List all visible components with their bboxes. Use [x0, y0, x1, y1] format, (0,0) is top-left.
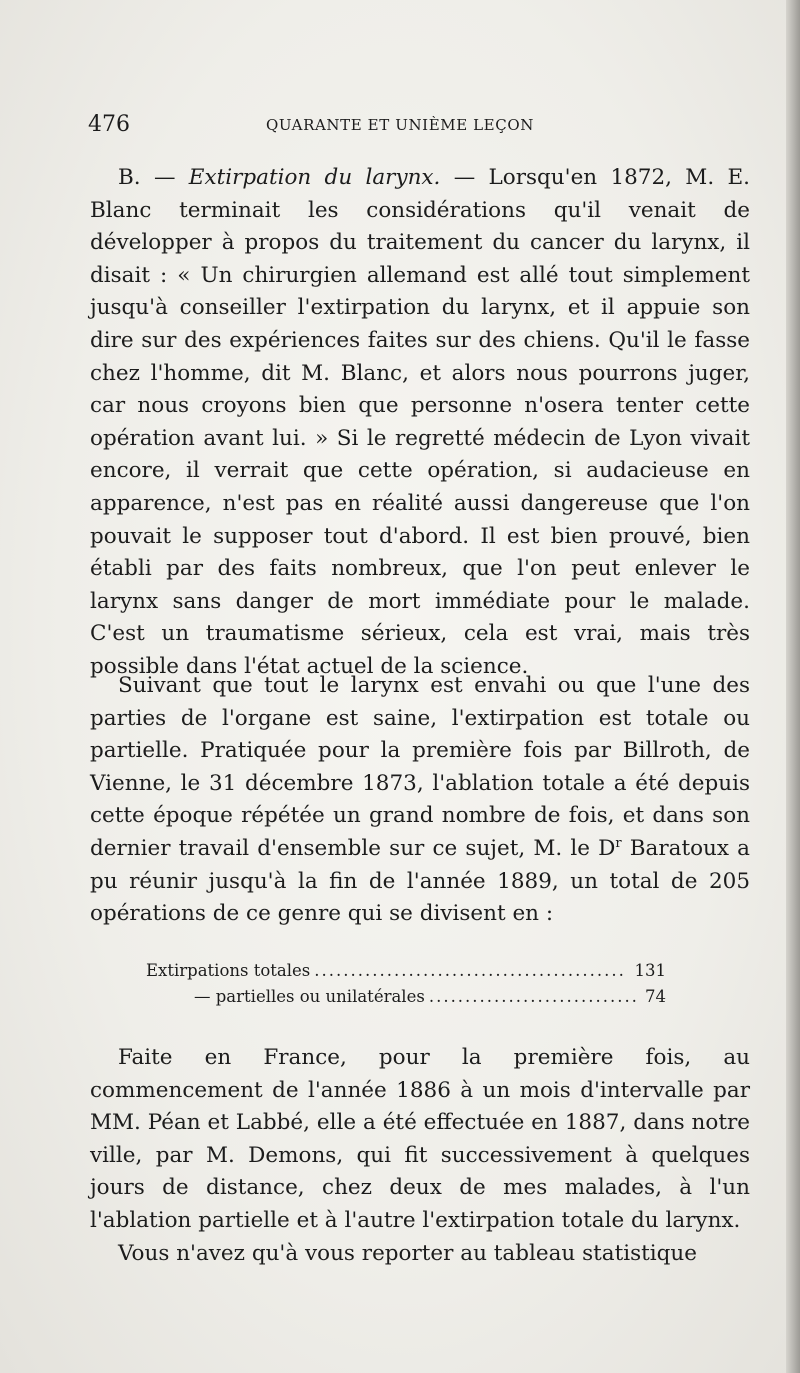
paragraph-text: Vous n'avez qu'à vous reporter au tableau statistique — [118, 1241, 697, 1266]
paragraph-text-part1: Suivant que tout le larynx est envahi ou que l'une des parties de l'organe est saine, l'extirpation est totale ou partielle. Pratiquée pour la première fois par Billroth, de Vienne, le 31 décembre 1873, l'ablation totale a été depuis cette époque répétée un grand nombre de fois, et dans son dernier travail d'ensemble sur ce sujet, M. le D — [90, 673, 750, 861]
section-title: Extirpation du larynx. — [188, 165, 441, 190]
paragraph-france — [90, 1042, 750, 1238]
leader-dots — [429, 984, 637, 1010]
stat-value: 131 — [634, 961, 666, 980]
list-item — [146, 984, 666, 1010]
paragraph-tableau — [90, 1238, 750, 1271]
page-number: 476 — [88, 112, 130, 137]
page-edge-shadow — [786, 0, 800, 1373]
paragraph-extirpation-intro — [90, 162, 750, 684]
paragraph-body: — Lorsqu'en 1872, M. E. Blanc terminait les considérations qu'il venait de développer à propos du traitement du cancer du larynx, il disait : « Un chirurgien allemand est allé tout simplement jusqu'à conseiller l'extirpation du larynx, et il appuie son dire sur des expériences faites sur des chiens. Qu'il le fasse chez l'homme, dit M. Blanc, et alors nous pourrons juger, car nous croyons bien que personne n'osera tenter cette opération avant lui. » Si le regretté médecin de Lyon vivait encore, il verrait que cette opération, si audacieuse en apparence, n'est pas en réalité aussi dangereuse que l'on pouvait le supposer tout d'abord. Il est bien prouvé, bien établi par des faits nombreux, que l'on peut enlever le larynx sans danger de mort immédiate pour le malade. C'est un traumatisme sérieux, cela est vrai, mais très possible dans l'état actuel de la science. — [90, 165, 750, 679]
stat-label: — partielles ou unilatérales — [194, 987, 425, 1006]
page-header — [88, 112, 748, 142]
statistics-list — [146, 958, 666, 1010]
list-item — [146, 958, 666, 984]
leader-dots — [314, 958, 626, 984]
dr-superscript: r — [615, 835, 622, 851]
paragraph-text-part2: Baratoux a pu réunir jusqu'à la fin de l'année 1889, un total de 205 opérations de ce genre qui se divisent en : — [90, 835, 750, 927]
paragraph-total-partial — [90, 670, 750, 931]
stat-value: 74 — [645, 987, 666, 1006]
section-label: B. — — [118, 165, 189, 190]
running-title: QUARANTE ET UNIÈME LEÇON — [266, 116, 534, 134]
stat-label: Extirpations totales — [146, 961, 311, 980]
paragraph-text: Faite en France, pour la première fois, au commencement de l'année 1886 à un mois d'intervalle par MM. Péan et Labbé, elle a été effectuée en 1887, dans notre ville, par M. Demons, qui fit successivement à quelques jours de distance, chez deux de mes malades, à l'un l'ablation partielle et à l'autre l'extirpation totale du larynx. — [90, 1045, 750, 1233]
